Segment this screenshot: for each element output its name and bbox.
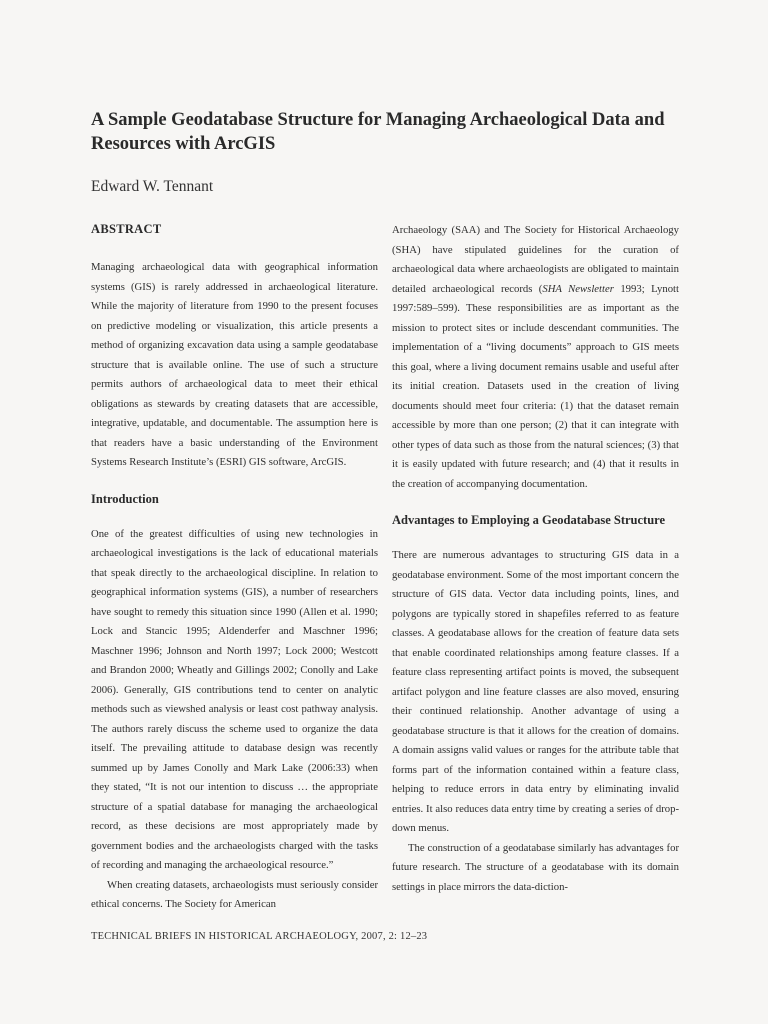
article-title: A Sample Geodatabase Structure for Managing Archaeological Data and Resources with ArcGIS — [91, 110, 665, 154]
left-column — [91, 221, 378, 915]
continued-text-b: 1993; Lynott 1997:589–599). These responsibilities are as important as the mission to protect sites or include descendant communities. The implementation of a “living documents” approach to GIS meets this goal, where a living document remains usable and useful after its initial creation. Datasets used in the creation of living documents should meet four criteria: (1) that the dataset remain accessible by more than one person; (2) that it can integrate with other types of data such as those from the natural sciences; (3) that it is easily updated with future research; and (4) that it results in the creation of accompanying documentation. — [392, 282, 679, 490]
right-column — [392, 221, 679, 897]
author-name: Edward W. Tennant — [91, 178, 214, 195]
introduction-paragraph-2: When creating datasets, archaeologists must seriously consider ethical concerns. The Society for American — [91, 878, 378, 910]
advantages-heading: Advantages to Employing a Geodatabase Structure — [392, 513, 666, 527]
advantages-paragraph-2: The construction of a geodatabase similarly has advantages for future research. The structure of a geodatabase with its domain settings in place mirrors the data-diction- — [392, 841, 679, 893]
abstract-paragraph: Managing archaeological data with geographical information systems (GIS) is rarely addressed in archaeological literature. While the majority of literature from 1990 to the present focuses on predictive modeling or visualization, this article presents a method of organizing excavation data using a sample geodatabase structure that is available online. The use of such a structure permits authors of archaeological data to meet their ethical obligations as stewards by creating datasets that are accessible, integrative, updatable, and documentable. The assumption here is that readers have a basic understanding of the Environment Systems Research Institute’s (ESRI) GIS software, ArcGIS. — [91, 261, 378, 468]
continued-paragraph — [392, 221, 679, 494]
abstract-heading: ABSTRACT — [91, 222, 162, 236]
introduction-heading: Introduction — [91, 491, 159, 506]
advantages-paragraph-1: There are numerous advantages to structuring GIS data in a geodatabase environment. Some of the most important concern the structure of GIS data. Vector data including points, lines, and polygons are typically stored in shapefiles referred to as feature classes. A geodatabase allows for the creation of feature data sets that enable coordinated relationships among feature classes. If a feature class representing artifact points is moved, the subsequent artifact polygon and line feature classes are also moved, ensuring their continued relationship. Another advantage of using a geodatabase structure is that it allows for the creation of domains. A domain assigns valid values or ranges for the attribute table that forms part of the information contained within a feature class, helping to reduce errors in data entry by eliminating invalid entries. It also reduces data entry time by creating a series of drop-down menus. — [392, 549, 679, 834]
journal-footer: TECHNICAL BRIEFS IN HISTORICAL ARCHAEOLOGY, 2007, 2: 12–23 — [91, 931, 428, 942]
introduction-paragraph-1: One of the greatest difficulties of using new technologies in archaeological investigations is the lack of educational materials that speak directly to the archaeological discipline. In relation to geographical information systems (GIS), a number of researchers have sought to remedy this situation since 1990 (Allen et al. 1990; Lock and Stancic 1995; Aldenderfer and Maschner 1996; Maschner 1996; Johnson and North 1997; Lock 2000; Westcott and Brandon 2000; Wheatly and Gillings 2002; Conolly and Lake 2006). Generally, GIS contributions tend to center on analytic methods such as viewshed analysis or least cost pathway analysis. The authors rarely discuss the scheme used to organize the data itself. The prevailing attitude to database design was recently summed up by James Conolly and Mark Lake (2006:33) when they stated, “It is not our intention to discuss … the appropriate structure of a spatial database for managing the archaeological record, as these decisions are most appropriately made by government bodies and the archaeologists charged with the tasks of recording and managing the archaeological resource.” — [91, 527, 378, 871]
citation-italic: SHA Newsletter — [542, 282, 614, 295]
continued-text-a: Archaeology (SAA) and The Society for Historical Archaeology (SHA) have stipulated guidelines for the curation of archaeological data where archaeologists are obligated to maintain detailed archaeological records ( — [392, 224, 679, 295]
